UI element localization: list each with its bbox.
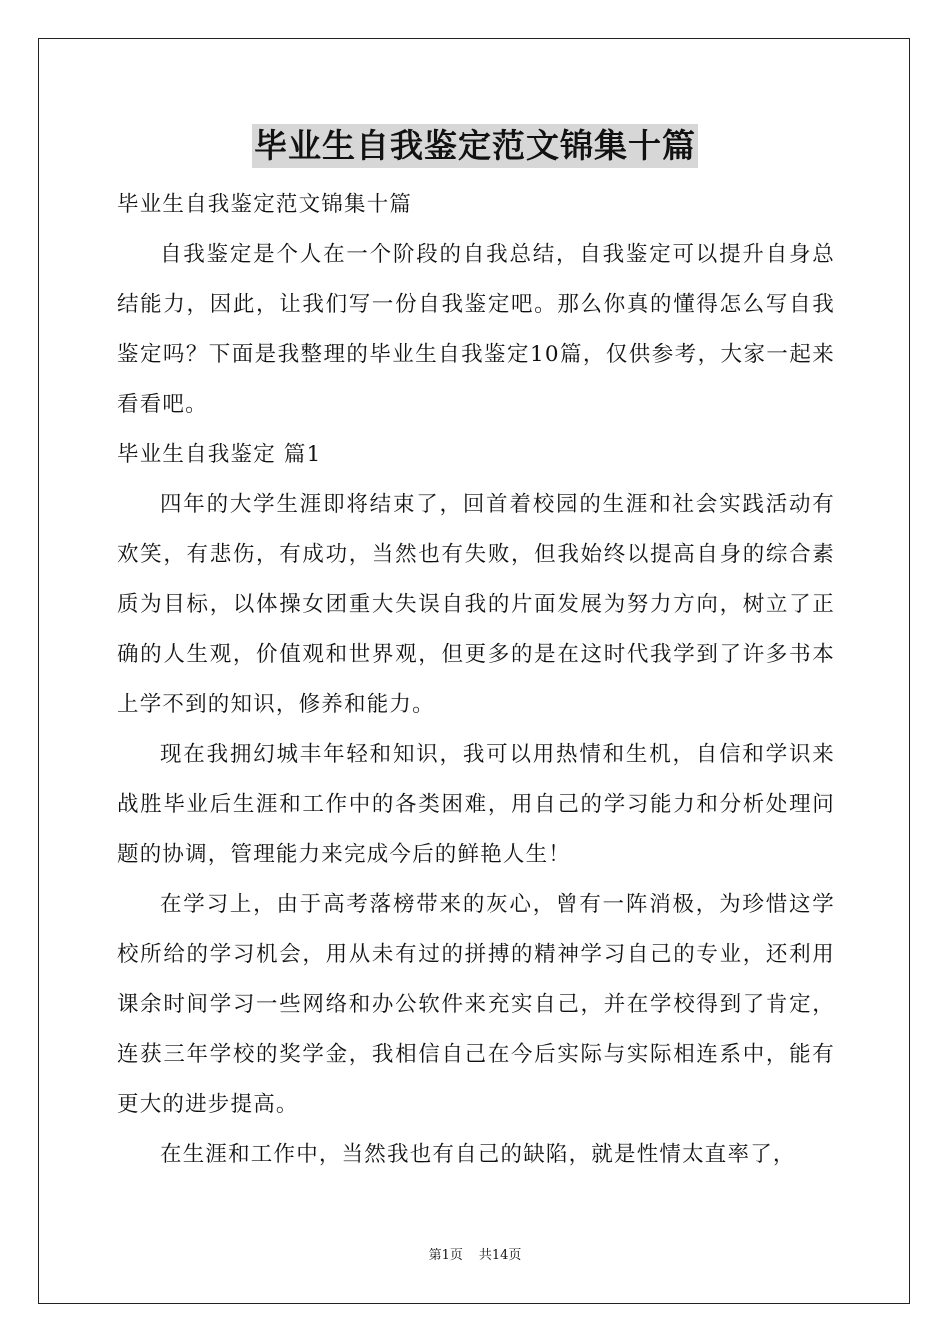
intro-paragraph: 自我鉴定是个人在一个阶段的自我总结，自我鉴定可以提升自身总结能力，因此，让我们写一份自我鉴定吧。那么你真的懂得怎么写自我鉴定吗？下面是我整理的毕业生自我鉴定10篇，仅供参考，大家一起来看看吧。 [117,242,835,417]
section-heading: 毕业生自我鉴定 篇1 [117,442,322,467]
body-paragraph-4: 在生涯和工作中，当然我也有自己的缺陷，就是性情太直率了， [160,1142,796,1167]
body-paragraph-3: 在学习上，由于高考落榜带来的灰心，曾有一阵消极，为珍惜这学校所给的学习机会，用从未有过的拼搏的精神学习自己的专业，还利用课余时间学习一些网络和办公软件来充实自己，并在学校得到了肯定，连获三年学校的奖学金，我相信自己在今后实际与实际相连系中，能有更大的进步提高。 [117,892,835,1117]
subtitle: 毕业生自我鉴定范文锦集十篇 [117,192,413,217]
page-footer [0,1246,950,1266]
body-paragraph-2: 现在我拥幻城丰年轻和知识，我可以用热情和生机，自信和学识来战胜毕业后生涯和工作中的各类困难，用自己的学习能力和分析处理问题的协调，管理能力来完成今后的鲜艳人生！ [117,742,835,867]
document-body [117,180,835,1180]
page-number-total: 共14页 [478,1248,522,1263]
page-number-current: 第1页 [428,1248,463,1263]
body-paragraph-1: 四年的大学生涯即将结束了，回首着校园的生涯和社会实践活动有欢笑，有悲伤，有成功，当然也有失败，但我始终以提高自身的综合素质为目标，以体操女团重大失误自我的片面发展为努力方向，树立了正确的人生观，价值观和世界观，但更多的是在这时代我学到了许多书本上学不到的知识，修养和能力。 [117,492,835,717]
document-title: 毕业生自我鉴定范文锦集十篇 [252,124,698,168]
title-container [0,124,950,168]
